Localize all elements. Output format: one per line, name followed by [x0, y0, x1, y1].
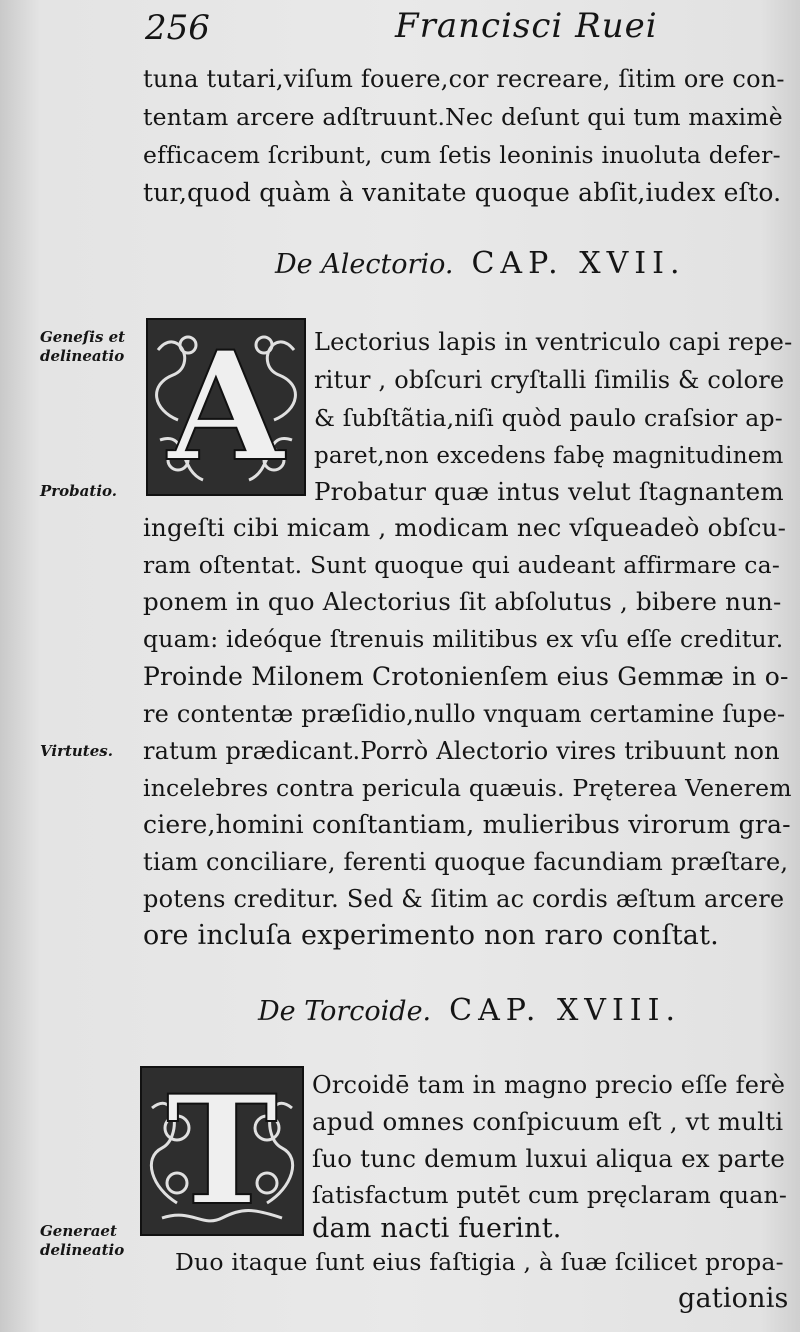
chapter-18-line: Duo itaque ſunt eius faſtigia , à ſuæ ſcilicet propa-	[175, 1248, 784, 1276]
decorated-initial-a	[146, 318, 306, 496]
margin-note-genesis: Geneſis et delineatio	[40, 328, 126, 365]
chapter-18-line: ſuo tunc demum luxui aliqua ex parte	[312, 1144, 786, 1173]
running-head: Francisci Ruei	[395, 6, 658, 46]
chapter-17-line: re contentæ præſidio,nullo vnquam certamine ſupe-	[143, 700, 786, 728]
chapter-17-line: ratum prædicant.Porrò Alectorio vires tribuunt non	[143, 737, 780, 765]
page-header	[145, 4, 785, 54]
chapter-17-line: paret,non excedens fabę magnitudinem	[314, 443, 784, 469]
chapter-18-line: dam nacti fuerint.	[312, 1213, 562, 1244]
chapter-17-line: potens creditur. Sed & ſitim ac cordis æſtum arcere	[143, 885, 785, 913]
chapter-18-number: CAP. XVIII.	[449, 993, 682, 1028]
intro-line: tuna tutari,viſum fouere,cor recreare, ſitim ore con-	[143, 65, 785, 93]
chapter-17-heading	[275, 246, 686, 281]
chapter-18-name: De Torcoide.	[258, 996, 432, 1027]
chapter-17-line: quam: ideóque ſtrenuis militibus ex vſu eſſe creditur.	[143, 625, 784, 653]
intro-line: efficacem ſcribunt, cum ſetis leoninis inuoluta defer-	[143, 141, 781, 169]
chapter-17-line: & ſubſtãtia,niſi quòd paulo craſsior ap-	[314, 404, 783, 432]
chapter-17-line: incelebres contra pericula quæuis. Pręterea Venerem	[143, 774, 792, 802]
margin-note-virtutes: Virtutes.	[40, 742, 113, 760]
chapter-17-line: tiam conciliare, ferenti quoque facundiam præſtare,	[143, 848, 789, 876]
decorated-initial-t	[140, 1066, 304, 1236]
chapter-18-line: Orcoidē tam in magno precio eſſe ferè	[312, 1071, 786, 1099]
chapter-17-line: ingeſti cibi micam , modicam nec vſqueadeò obſcu-	[143, 513, 787, 542]
margin-note-probatio: Probatio.	[40, 482, 117, 500]
intro-line: tentam arcere adſtruunt.Nec deſunt qui tum maximè	[143, 103, 783, 131]
intro-line: tur,quod quàm à vanitate quoque abſit,iudex eſto.	[143, 178, 782, 207]
chapter-17-line: ponem in quo Alectorius ſit abſolutus , bibere nun-	[143, 587, 782, 616]
chapter-17-line: ciere,homini conſtantiam, mulieribus virorum gra-	[143, 810, 791, 839]
initial-letter: A	[167, 319, 285, 495]
chapter-18-line: ſatisfactum putēt cum pręclaram quan-	[312, 1181, 787, 1209]
page-number: 256	[145, 8, 210, 48]
chapter-17-line: Lectorius lapis in ventriculo capi repe-	[314, 328, 793, 356]
chapter-17-name: De Alectorio.	[275, 249, 454, 280]
chapter-18-heading	[258, 993, 681, 1028]
chapter-17-line: Proinde Milonem Crotonienſem eius Gemmæ in o-	[143, 662, 789, 691]
chapter-17-number: CAP. XVII.	[471, 246, 686, 281]
initial-letter: T	[166, 1066, 278, 1236]
chapter-17-line: ritur , obſcuri cryſtalli ſimilis & colore	[314, 366, 785, 394]
chapter-17-line: ore incluſa experimento non raro conſtat.	[143, 920, 719, 951]
chapter-18-line: gationis	[678, 1283, 789, 1314]
chapter-17-line: ram oſtentat. Sunt quoque qui audeant affirmare ca-	[143, 551, 781, 579]
margin-note-generatio: Generaet delineatio	[40, 1222, 125, 1259]
chapter-18-line: apud omnes conſpicuum eſt , vt multi	[312, 1107, 784, 1136]
chapter-17-line: Probatur quæ intus velut ſtagnantem	[314, 477, 784, 506]
